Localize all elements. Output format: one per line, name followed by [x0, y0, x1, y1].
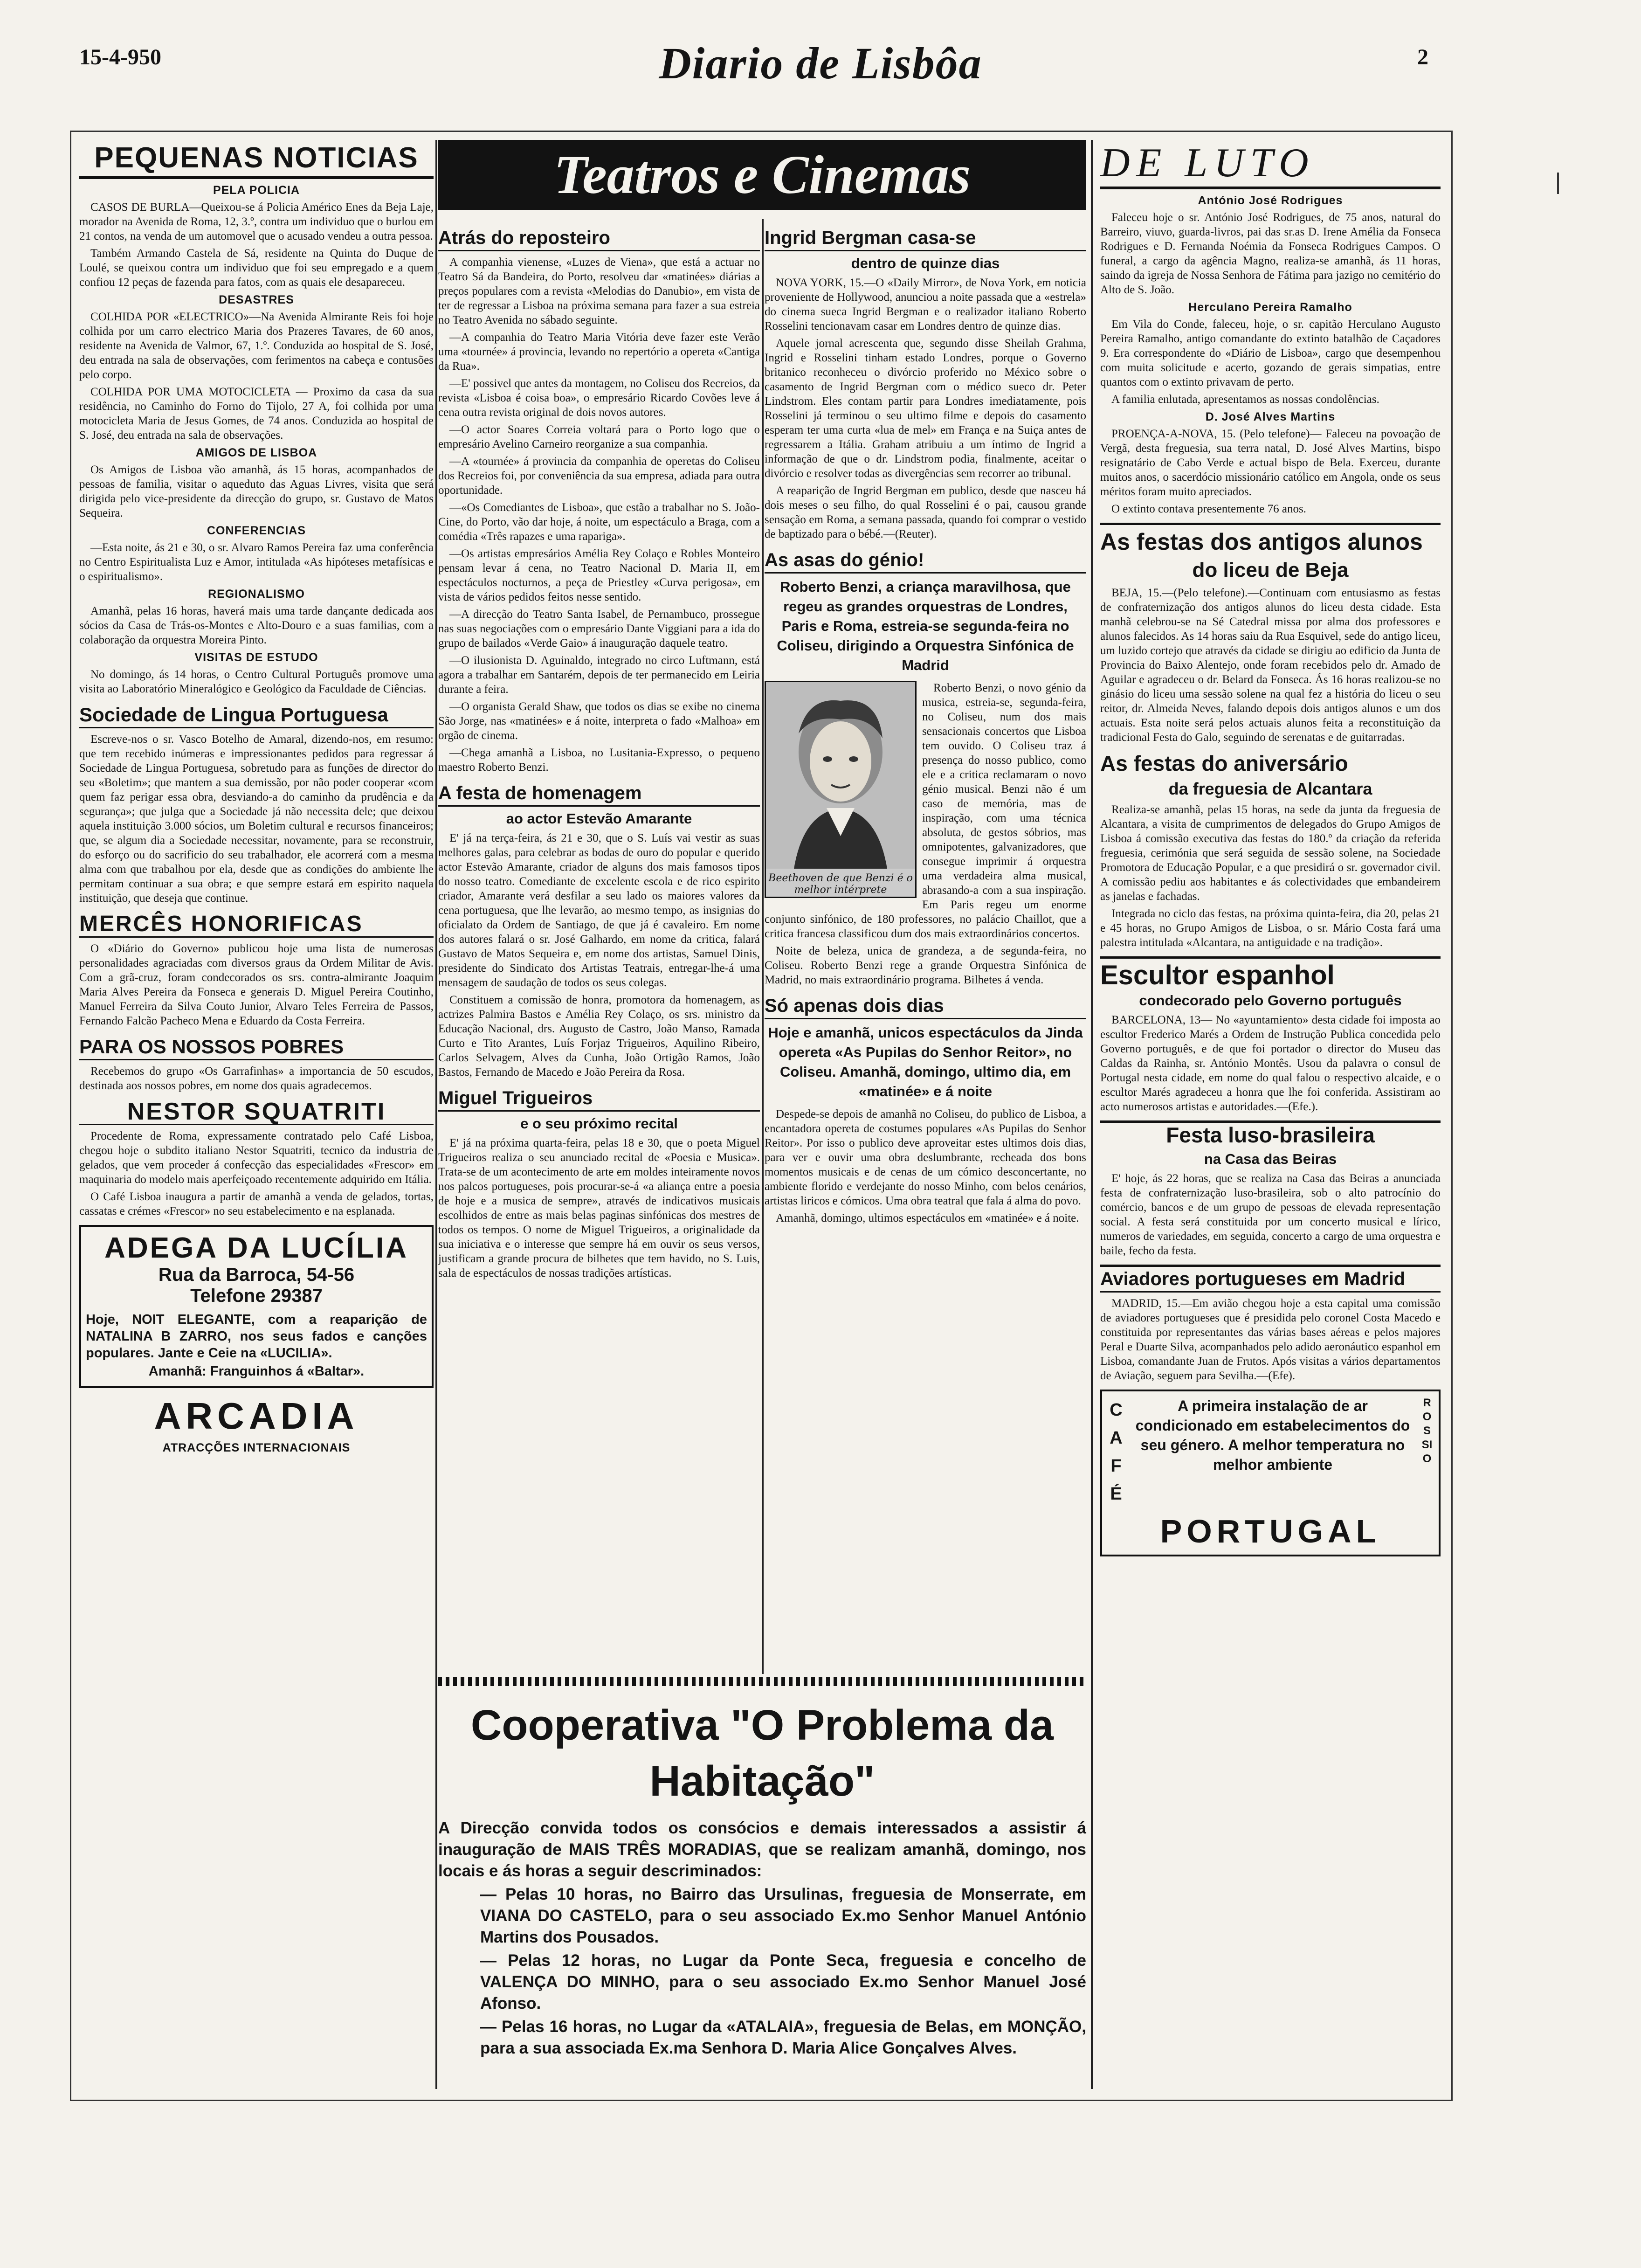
paragraph: BARCELONA, 13— No «ayuntamiento» desta cidade foi imposta ao escultor Frederico Marés a Ordem de Instrução Publica concedida pelo Governo português, e de que foi portador o director do Museu das Caldas da Rainha, sr. António Montês. Usou da palavra o consul de Portugal nesta cidade, em nome do qual falou o respectivo alcaide, e o escultor Marés agradeceu a honra que lhe foi conferida. Assistiram ao acto numerosos artistas e autoridades.—(Efe.). [1100, 1014, 1441, 1113]
paragraph: Integrada no ciclo das festas, na próxima quinta-feira, dia 20, pelas 21 e 45 horas, no Grupo Amigos de Lisboa, o sr. Mário Costa fará uma palestra intitulada «Alcantara, na antiguidade e na tradição». [1100, 907, 1441, 949]
headline: Só apenas dois dias [765, 994, 1086, 1019]
ad-item: — Pelas 10 horas, no Bairro das Ursulinas, freguesia de Monserrate, em VIANA DO CASTELO, para o seu associado Ex.mo Senhor Manuel António Martins dos Pousados. [480, 1885, 1086, 1946]
beethoven-portrait [765, 681, 917, 898]
headline: Sociedade de Lingua Portuguesa [79, 703, 434, 728]
deck: Roberto Benzi, a criança maravilhosa, que regeu as grandes orquestras de Londres, Paris e Roma, estreia-se segunda-feira no Coliseu, dirigindo a Orquestra Sinfónica de Madrid [777, 579, 1074, 673]
paragraph: O extinto contava presentemente 76 anos. [1111, 503, 1306, 515]
cafe-portugal-ad [1100, 1390, 1441, 1556]
ad-text: Hoje, NOIT ELEGANTE, com a reaparição de NATALINA B ZARRO, nos seus fados e canções populares. Jante e Ceie na «LUCILIA». [86, 1312, 427, 1361]
paragraph: No domingo, ás 14 horas, o Centro Cultural Português promove uma visita ao Laboratório Mineralógico e Geológico da Faculdade de Ciências. [79, 668, 434, 695]
cooperativa-ad [438, 1697, 1086, 2089]
paragraph: —O ilusionista D. Aguinaldo, integrado no circo Luftmann, está agora a trabalhar em Santarém, depois de ter permanecido em Leiria durante a feira. [438, 654, 760, 696]
headline: MERCÊS HONORIFICAS [79, 912, 434, 938]
paragraph: E' já na próxima quarta-feira, pelas 18 e 30, que o poeta Miguel Trigueiros realiza o seu anunciado recital de «Poesia e Musica». Trata-se de um acontecimento de arte em moldes inteiramente novos nos palcos portugueses, pois procurar-se-á «a aliança entre a poesia de hoje e a musica de sempre», através de indicativos musicais escolhidos de entre as mais belas paginas sinfónicas dos mestres de todos os tempos. O nome de Miguel Trigueiros, a originalidade da sua iniciativa e o interesse que sempre há em ouvir os seus versos, justificam a grande procura de bilhetes que tem havido, no S. Luis, sala de espectáculos de nossas tradições artísticas. [438, 1137, 760, 1279]
paragraph: Realiza-se amanhã, pelas 15 horas, na sede da junta da freguesia de Alcantara, a visita de cumprimentos de delegados do Grupo Amigos de Lisboa á comissão executiva das festas do 180.º da criação da referida freguesia, cerimónia que será seguida de sessão solene, na Sociedade Promotora de Educação Popular, e a que presidirá o sr. governador civil. A comissão pediu aos habitantes e ás colectividades que embandeirem as janelas e fachadas. [1100, 803, 1441, 903]
subsection-title: CONFERENCIAS [207, 524, 306, 537]
ad-title: ADEGA DA LUCÍLIA [104, 1232, 408, 1264]
subheadline: e o seu próximo recital [520, 1115, 678, 1132]
ad-side-text: ROSSIO [1421, 1397, 1433, 1465]
adega-ad [79, 1225, 434, 1388]
column-rule [435, 140, 437, 2089]
paragraph: Roberto Benzi, o novo génio da musica, estreia-se, segunda-feira, no Coliseu, num dos mais sensacionais concertos que Lisboa tem ouvido. O Coliseu traz á presença do nosso publico, como ele e a critica reclamaram o novo génio musical. Benzi não é um caso de memória, mas de inspiração, com uma técnica absoluta, de gestos sóbrios, mas omnipotentes, galvanizadores, que consegue imprimir á orquestra uma verdadeira alma musical, abrasando-a com a sua inspiração. Em Paris regeu um enorme conjunto sinfónico, de 180 professores, no palácio Chaillot, que a critica francesa classificou dum dos mais extraordinários concertos. [765, 682, 1086, 940]
margin-mark [1557, 173, 1559, 194]
obituary-name: António José Rodrigues [1198, 194, 1343, 207]
page-date: 15-4-950 [79, 45, 161, 69]
subheadline: na Casa das Beiras [1204, 1151, 1337, 1167]
subheadline: da freguesia de Alcantara [1168, 779, 1372, 798]
paragraph: BEJA, 15.—(Pelo telefone).—Continuam com entusiasmo as festas de confraternização dos antigos alunos do liceu desta cidade. Esta manhã celebrou-se na Sé Catedral missa por alma dos professores e alunos falecidos. As 14 horas saiu da Rua Esquivel, sede do antigo liceu, um luzido cortejo que através da cidade se dirigiu ao edificio da Junta de Provincia do Baixo Alentejo, onde foram recebidos pelo dr. Amado de Aguilar e agradeceu o dr. Belard da Fonseca. Ás 16 horas realizou-se no ginásio do liceu uma sessão solene na qual fez a história do liceu o seu reitor, dr. Almeida Neves, falando depois dois antigos alunos e um dos actuais. Esta noite será pelos actuais alunos feita a reconstituição da tradicional Festa do Galo, seguindo de serenatas e de guitarradas. [1100, 587, 1441, 744]
column-ingrid-benzi [765, 219, 1086, 1674]
section-title: DE LUTO [1100, 140, 1441, 189]
paragraph: O «Diário do Governo» publicou hoje uma lista de numerosas personalidades agraciadas com diversos graus da Ordem Militar de Avis. Com a grã-cruz, foram condecorados os srs. contra-almirante Joaquim Maria Alves Pereira da Fonseca e generais D. Miguel Pereira Coutinho, Manuel Ferreira da Silva Couto Junior, Alvaro Teles Ferreira de Passos, Fernando Falcão Pacheco Mena e Eduardo da Costa Ferreira. [79, 942, 434, 1027]
paragraph: —Esta noite, ás 21 e 30, o sr. Alvaro Ramos Pereira faz uma conferência no Centro Espiritualista Luz e Amor, intitulada «As hipóteses metafísicas e o espiritualismo». [79, 541, 434, 583]
subsection-title: PELA POLICIA [213, 184, 300, 197]
subheadline: condecorado pelo Governo português [1139, 992, 1402, 1009]
paragraph: —O actor Soares Correia voltará para o Porto logo que o empresário Avelino Carneiro reorganize a sua companhia. [438, 423, 760, 450]
paragraph: CASOS DE BURLA—Queixou-se á Policia Américo Enes da Beja Laje, morador na Avenida de Roma, 12, 3.º, contra um individuo que o burlou em 21 contos, na venda de um automovel que o acusado vendeu a outra pessoa. [79, 201, 434, 242]
paragraph: E' hoje, ás 22 horas, que se realiza na Casa das Beiras a anunciada festa de confraternização luso-brasileira, sob o alto patrocínio do comércio, bancos e de um grupo de pessoas de elevada representação social. A festa será constituida por um concerto musical e lírico, numeros de variedades, em seguida, concerto a cargo de uma orquestra e baile, fecho da festa. [1100, 1172, 1441, 1257]
paragraph: —«Os Comediantes de Lisboa», que estão a trabalhar no S. João-Cine, do Porto, vão dar hoje, á noite, um espectáculo a Braga, com a comédia «Três rapazes e uma rapariga». [438, 501, 760, 543]
ad-address: Rua da Barroca, 54-56 [158, 1265, 355, 1285]
section-title: PEQUENAS NOTICIAS [79, 140, 434, 179]
paragraph: MADRID, 15.—Em avião chegou hoje a esta capital uma comissão de aviadores portugueses que é presidida pelo coronel Costa Macedo e constituida por representantes das várias bases aéreas e pelos majores Peral e Duarte Silva, acompanhados pelo adido aeronáutico espanhol em Lisboa, comandante Juan de Frutos. Após visitas a vários departamentos de Aviação, seguem para Sevilha.—(Efe). [1100, 1297, 1441, 1382]
beethoven-portrait-illustration [766, 682, 915, 869]
paragraph: Aquele jornal acrescenta que, segundo disse Sheilah Grahma, Ingrid e Rosselini tinham estado Londres, porque o Governo britanico reconheceu o divórcio proferido no México sobre o casamento de Ingrid Bergman com o médico sueco dr. Peter Lindstrom. Eles contam partir para Londres imediatamente, pois Rosselini já terminou o seu ultimo filme e depois do casamento esperam ter uma curta «lua de mel» em França e na Suiça antes de regressarem a Itália. Graham atribuiu a um íntimo de Ingrid a informação de que o dr. Lindstrom podia, finalmente, aceitar o divórcio e resolver todas as divergências sem recorrer ao tribunal. [765, 337, 1086, 480]
ad-intro: A Direcção convida todos os consócios e demais interessados a assistir á inauguração de MAIS TRÊS MORADIAS, que se realizam amanhã, domingo, nos locais e ás horas a seguir descriminados: [438, 1819, 1086, 1880]
paragraph: Os Amigos de Lisboa vão amanhã, ás 15 horas, acompanhados de pessoas de familia, visitar o aqueduto das Aguas Livres, visita que será dirigida pelo vice-presidente da direcção do grupo, sr. Gustavo de Matos Sequeira. [79, 463, 434, 519]
subheadline: dentro de quinze dias [851, 255, 1000, 271]
paragraph: Constituem a comissão de honra, promotora da homenagem, as actrizes Palmira Bastos e Amélia Rey Colaço, os srs. ministro da Educação Nacional, drs. Augusto de Castro, João Manso, Ramada Curto e Tito Arantes, Luís Forjaz Trigueiros, Aquilino Ribeiro, Carlos Selvagem, Alves da Cunha, João Ortigão Ramos, João Bastos, Fernando de Macedo e João Pereira da Rosa. [438, 994, 760, 1079]
paragraph: Procedente de Roma, expressamente contratado pelo Café Lisboa, chegou hoje o subdito italiano Nestor Squatriti, tecnico da industria de gelados, que vem proceder á confecção das especialidades «Frescor» em maquinaria do modelo mais aperfeiçoado recentemente adquirido em Itália. [79, 1130, 434, 1186]
ad-item: — Pelas 12 horas, no Lugar da Ponte Seca, freguesia e concelho de VALENÇA DO MINHO, para o seu associado Ex.mo Senhor Manuel José Afonso. [480, 1951, 1086, 2012]
paragraph: COLHIDA POR «ELECTRICO»—Na Avenida Almirante Reis foi hoje colhida por um carro electrico Maria dos Prazeres Tavares, de 60 anos, residente na Avenida de Valmor, 67, 1.º. Conduzida ao hospital de S. José, deu entrada na sala de observações, com ferimentos na cabeça e contusões pelo corpo. [79, 311, 434, 381]
subsection-title: VISITAS DE ESTUDO [194, 651, 318, 664]
ad-side-text: CAFÉ [1110, 1400, 1123, 1504]
paragraph: Faleceu hoje o sr. António José Rodrigues, de 75 anos, natural do Barreiro, viuvo, guarda-livros, pai das sr.as D. Irene Amélia da Fonseca Rodrigues e D. Fernanda Noémia da Fonseca Rodrigues Campos. O funeral, a cargo da agência Magno, realiza-se amanhã, ás 11 horas, saindo da igreja de Nossa Senhora de Fátima para jazigo no cemitério do Alto de S. João. [1100, 211, 1441, 296]
paragraph: O Café Lisboa inaugura a partir de amanhã a venda de gelados, tortas, cassatas e crémes «Frescor» no seu estabelecimento e na esplanada. [79, 1190, 434, 1217]
headline: A festa de homenagem [438, 781, 760, 807]
paragraph: Amanhã, domingo, ultimos espectáculos em «matinée» e á noite. [776, 1212, 1079, 1224]
ad-phone: Telefone 29387 [190, 1286, 323, 1306]
paragraph: COLHIDA POR UMA MOTOCICLETA — Proximo da casa da sua residência, no Caminho do Forno do Tijolo, 27 A, foi colhida por uma motocicleta Maria de Jesus Gomes, de 74 anos. Conduzida ao hospital de S. José, deu entrada na sala de observações. [79, 386, 434, 442]
ad-text: A primeira instalação de ar condicionado em estabelecimentos do seu género. A melhor temperatura no melhor ambiente [1135, 1397, 1410, 1473]
column-teatros [438, 219, 760, 1674]
paragraph: A companhia vienense, «Luzes de Viena», que está a actuar no Teatro Sá da Bandeira, do Porto, resolveu dar «matinées» diárias a preços populares com a revista «Melodias do Danubio», em vista de ter de regressar a Lisboa na próxima semana para fazer a sua estreia no Teatro Avenida no sábado seguinte. [438, 256, 760, 326]
paragraph: —E' possivel que antes da montagem, no Coliseu dos Recreios, da revista «Lisboa é coisa boa», o empresário Ricardo Covões leve á cena outra revista original de dois novos autores. [438, 377, 760, 419]
headline: Aviadores portugueses em Madrid [1100, 1265, 1441, 1293]
page-number: 2 [1417, 45, 1428, 69]
headline: Ingrid Bergman casa-se [765, 226, 1086, 251]
headline: As asas do génio! [765, 548, 1086, 574]
obituary-name: D. José Alves Martins [1205, 410, 1336, 423]
headline: As festas dos antigos alunos [1100, 523, 1441, 556]
paragraph: —Chega amanhã a Lisboa, no Lusitania-Expresso, o pequeno maestro Roberto Benzi. [438, 747, 760, 774]
subheadline: ao actor Estevão Amarante [506, 810, 692, 827]
subsection-title: DESASTRES [219, 293, 294, 306]
paragraph: Em Vila do Conde, faleceu, hoje, o sr. capitão Herculano Augusto Pereira Ramalho, antigo comandante do extinto batalhão de Caçadores 9. Era correspondente do «Diário de Lisboa», cargo que desempenhou com muita solicitude e acerto, gozando de gerais simpatias, entre quantos com o extinto privavam de perto. [1100, 318, 1441, 388]
column-de-luto [1100, 140, 1441, 2089]
paragraph: Escreve-nos o sr. Vasco Botelho de Amaral, dizendo-nos, em resumo: que tem recebido inúmeras e impressionantes pedidos para regressar á Sociedade de Lingua Portuguesa, sobretudo para as funções de director do seu «Boletim»; que mantem a sua demissão, por não poder cooperar «com quem faz perigar essa obra, desviando-a do caminho da prudência e da segurança»; que julga que a Sociedade já não necessita dele; que deixou aquela instituição 3.000 sócios, um Boletim cultural e recursos financeiros; que, se algum dia a Sociedade necessitar, novamente, para se reconstruir, do esforço ou do sacrificio do seu trabalhador, ele acorrerá com a mesma alma com que trabalhou por ela, desde que as condições do ambiente lhe permitam continuar a sua obra; e que sempre estará em espirito naquela instituição, que deseja que continue. [79, 733, 434, 905]
paragraph: A reaparição de Ingrid Bergman em publico, desde que nasceu há dois meses o seu filho, do qual Rosselini é o pai, causou grande sensação em Roma, a semana passada, quando foi comprar o vestido de baptizado para o bébé.—(Reuter). [765, 484, 1086, 540]
paragraph: Recebemos do grupo «Os Garrafinhas» a importancia de 50 escudos, destinada aos nossos pobres, em nome dos quais agradecemos. [79, 1065, 434, 1092]
paragraph: Também Armando Castela de Sá, residente na Quinta do Duque de Loulé, se queixou contra um individuo que foi seu empregado e a quem confiou 12 peças de fazenda para fatos, com as quais ele desapareceu. [79, 247, 434, 289]
paragraph: NOVA YORK, 15.—O «Daily Mirror», de Nova York, em noticia proveniente de Hollywood, anunciou a noite passada que a «estrela» do cinema sueca Ingrid Bergman e o realizador italiano Roberto Rosselini tencionavam casar em Londres dentro de quinze dias. [765, 277, 1086, 332]
paragraph: —A direcção do Teatro Santa Isabel, de Pernambuco, prossegue nas suas negociações com o empresário Dante Viggiani para a ida do grupo de bailados «Verde Gaio» á inauguração daquele teatro. [438, 608, 760, 650]
headline: Atrás do reposteiro [438, 226, 760, 251]
masthead: Diario de Lisbôa [659, 38, 982, 88]
subheadline: do liceu de Beja [1192, 559, 1349, 581]
paragraph: PROENÇA-A-NOVA, 15. (Pelo telefone)— Faleceu na povoação de Vergã, desta freguesia, sua terra natal, D. José Alves Martins, bispo resignatário de Cabo Verde e actual bispo de Bela. Exerceu, durante muitos anos, o sacerdócio missionário católico em Angola, onde os seus méritos foram muito apreciados. [1100, 428, 1441, 498]
column-pequenas-noticias [79, 140, 434, 2089]
subsection-title: REGIONALISMO [208, 588, 305, 601]
paragraph: —O organista Gerald Shaw, que todos os dias se exibe no cinema São Jorge, nas «matinées» e á noite, interpreta o fado «Malhoa» em orgão de cinema. [438, 700, 760, 742]
paragraph: Despede-se depois de amanhã no Coliseu, do publico de Lisboa, a encantadora opereta de costumes populares «As Pupilas do Senhor Reitor». Por isso o publico deve aproveitar estes ultimos dois dias, para ver e ouvir uma obra deslumbrante, recheada dos bons momentos musicais e de cenas de um cómico desconcertante, no ambiente florido e verdejante do nosso Minho, com belos cenários, artistas liricos e cómicos. Uma obra teatral que fala á alma do povo. [765, 1108, 1086, 1207]
arcadia-subtitle: ATRACÇÕES INTERNACIONAIS [162, 1441, 351, 1454]
paragraph: —Os artistas empresários Amélia Rey Colaço e Robles Monteiro pensam levar á cena, no Teatro Nacional D. Maria II, em espectáculos nocturnos, a peça de Priestley «Curva perigosa», em vista de vários pedidos feitos nesse sentido. [438, 547, 760, 603]
paragraph: A familia enlutada, apresentamos as nossas condolências. [1111, 393, 1379, 406]
headline: Miguel Trigueiros [438, 1086, 760, 1112]
column-rule [1091, 140, 1093, 2089]
paragraph: E' já na terça-feira, ás 21 e 30, que o S. Luís vai vestir as suas melhores galas, para celebrar as bodas de ouro do popular e querido actor Estevão Amarante, criador de alguns dos mais famosos tipos do nosso teatro. Comediante de excelente escola e de rico espirito criador, Amarante verá desfilar a seu lado os maiores valores da cena portuguesa, que lhe levarão, ao mesmo tempo, as insignias do oficialato da Ordem de Santiago, de que já é cavaleiro. Em nome dos autores falará o sr. José Galhardo, em nome da critica, falará Gustavo de Matos Sequeira e, em nome dos artistas, Samuel Dinis, presidente do Sindicato dos Artistas Teatrais, entregar-lhe-á uma mensagem de saudação de todos os seus colegas. [438, 832, 760, 989]
headline: As festas do aniversário [1100, 751, 1348, 775]
headline: NESTOR SQUATRITI [79, 1099, 434, 1125]
ad-text: Amanhã: Franguinhos á «Baltar». [148, 1364, 365, 1379]
teatros-cinemas-banner: Teatros e Cinemas [438, 140, 1086, 210]
paragraph: Noite de beleza, unica de grandeza, a de segunda-feira, no Coliseu. Roberto Benzi rege a grande Orquestra Sinfónica de Madrid, no mais extraordinário programa. Bilhetes á venda. [765, 945, 1086, 986]
headline: PARA OS NOSSOS POBRES [79, 1035, 434, 1060]
arcadia-ad: ARCADIA [154, 1395, 359, 1437]
headline: Festa luso-brasileira [1100, 1120, 1441, 1147]
deck: Hoje e amanhã, unicos espectáculos da Jinda opereta «As Pupilas do Senhor Reitor», no Coliseu. Amanhã, domingo, ultimo dia, em «matinée» e á noite [768, 1024, 1083, 1099]
paragraph: —A companhia do Teatro Maria Vitória deve fazer este Verão uma «tournée» á provincia, levando no repertório a opereta «Cantiga da Rua». [438, 331, 760, 373]
paragraph: —A «tournée» á provincia da companhia de operetas do Coliseu dos Recreios foi, por conveniência da sua empresa, adiada para outra oportunidade. [438, 455, 760, 497]
headline: Escultor espanhol [1100, 956, 1441, 989]
obituary-name: Herculano Pereira Ramalho [1188, 301, 1352, 314]
subsection-title: AMIGOS DE LISBOA [195, 446, 317, 459]
divider [438, 1677, 1086, 1686]
column-rule [762, 219, 764, 1674]
portrait-caption: Beethoven de que Benzi é o melhor intérprete [768, 872, 913, 896]
ad-item: — Pelas 16 horas, no Lugar da «ATALAIA», freguesia de Belas, em MONÇÃO, para a sua associada Ex.ma Senhora D. Maria Alice Gonçalves Alves. [480, 2018, 1086, 2057]
ad-title: PORTUGAL [1160, 1513, 1381, 1549]
paragraph: Amanhã, pelas 16 horas, haverá mais uma tarde dançante dedicada aos sócios da Casa de Trás-os-Montes e Alto-Douro e a suas familias, com a colaboração da orquestra Moreira Pinto. [79, 605, 434, 646]
ad-title: Cooperativa "O Problema da Habitação" [470, 1701, 1054, 1805]
